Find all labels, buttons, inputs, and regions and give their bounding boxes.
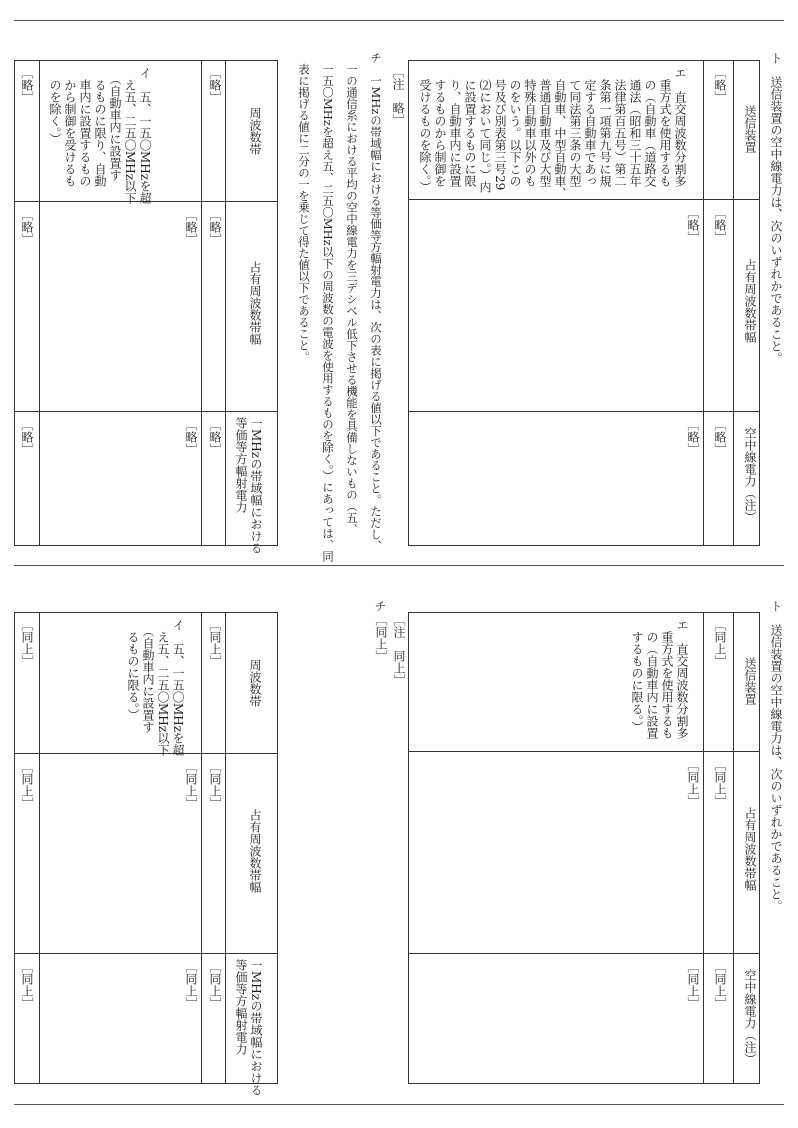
cell-ryaku-4: ［略］ xyxy=(686,207,700,243)
cell-dojo-13: ［同上］ xyxy=(20,961,34,1009)
rule-middle xyxy=(14,565,784,566)
cell-i-freq: イ 五、一五〇MHzを超 え五、二五〇MHz以下 （自動車内に設置す るものに限り、自動 車内に設置するもの から制御を受けるも のを除く。） xyxy=(48,67,152,205)
note-top: ［注 略］ xyxy=(391,66,405,126)
header-power-b: 空中線電力（注） xyxy=(743,969,757,1065)
cell-dojo-1: ［同上］ xyxy=(713,619,727,667)
item-to-bottom: ト 送信装置の空中線電力は、次のいずれかであること。 xyxy=(769,600,783,912)
cell-ryaku-9: ［略］ xyxy=(184,209,198,245)
table-device-top xyxy=(408,60,760,546)
cell-dojo-4: ［同上］ xyxy=(686,759,700,807)
cell-e-device: エ 直交周波数分割多 重方式を使用するも の（自動車（道路交 通法（昭和三十五年 法律第百五号）第二 条第一項第九号に規 定する自動車であっ て同法第三条の大型 自動車、中型自動車、 普通自動車及び大型 特殊自動車以外のも のをいう。以下この 号及び別表第三号29 ⑵において同じ。）内 に設置するものに限 り、自動車内に設置 するものから制御を 受けるものを除く。） xyxy=(418,67,687,199)
rule-bottom xyxy=(14,1104,784,1105)
header-power: 空中線電力（注） xyxy=(743,427,757,523)
cell-ryaku-13: ［略］ xyxy=(20,419,34,455)
header-bandwidth-b: 占有周波数帯幅 xyxy=(743,807,757,891)
header-bandwidth: 占有周波数帯幅 xyxy=(743,259,757,343)
header-freq: 周波数帯 xyxy=(248,107,262,155)
cell-dojo-10: ［同上］ xyxy=(184,961,198,1009)
header-device: 送信装置 xyxy=(743,105,757,153)
item-chi-top: チ 一MHzの帯域幅における等価等方輻射電力は、次の表に掲げる値以下であること。ただし、 一の通信系における平均の空中線電力を三デシベル低下させる機能を具備しないもの（五、 一五〇MHzを超え五、二五〇MHz以下の周波数の電波を使用するものを除く。）にあっては、同 表に掲げる値に二分の一を乗じて得た値以下であること。 xyxy=(297,52,383,562)
table-device-bottom xyxy=(408,612,760,1084)
table-freq-top xyxy=(14,60,278,555)
cell-dojo-11: ［同上］ xyxy=(20,619,34,667)
cell-dojo-3: ［同上］ xyxy=(713,961,727,1009)
cell-ryaku-7: ［略］ xyxy=(208,209,222,245)
header-bandwidth-2: 占有周波数帯幅 xyxy=(248,261,262,345)
table-freq-bottom xyxy=(14,612,278,1097)
header-eirp: 一MHzの帯域幅における 等価等方輻射電力 xyxy=(234,417,263,555)
header-freq-b: 周波数帯 xyxy=(248,659,262,707)
cell-i-freq-b: イ 五、一五〇MHzを超 え五、二五〇MHz以下 （自動車内に設置す るものに限る。） xyxy=(126,619,185,757)
cell-dojo-2: ［同上］ xyxy=(713,759,727,807)
item-to-top: ト 送信装置の空中線電力は、次のいずれかであること。 xyxy=(769,52,783,364)
cell-ryaku-3: ［略］ xyxy=(713,419,727,455)
cell-dojo-5: ［同上］ xyxy=(686,961,700,1009)
cell-ryaku-2: ［略］ xyxy=(713,207,727,243)
header-device-b: 送信装置 xyxy=(743,657,757,705)
cell-ryaku-6: ［略］ xyxy=(208,67,222,103)
header-eirp-b: 一MHzの帯域幅における 等価等方輻射電力 xyxy=(234,959,263,1097)
cell-dojo-12: ［同上］ xyxy=(20,761,34,809)
cell-dojo-6: ［同上］ xyxy=(208,619,222,667)
cell-ryaku-10: ［略］ xyxy=(184,419,198,455)
cell-ryaku-12: ［略］ xyxy=(20,209,34,245)
cell-ryaku-8: ［略］ xyxy=(208,419,222,455)
cell-ryaku-11: ［略］ xyxy=(20,67,34,103)
cell-ryaku-5: ［略］ xyxy=(686,419,700,455)
cell-ryaku-1: ［略］ xyxy=(713,67,727,103)
cell-dojo-8: ［同上］ xyxy=(208,961,222,1009)
note-bottom: ［注 同上］ ［同上］ xyxy=(374,614,406,686)
rule-top xyxy=(14,20,784,21)
item-chi-bottom: チ xyxy=(373,600,387,612)
header-bandwidth-2b: 占有周波数帯幅 xyxy=(248,809,262,893)
cell-dojo-7: ［同上］ xyxy=(208,761,222,809)
cell-e-device-b: エ 直交周波数分割多 重方式を使用するも の（自動車内に設置 するものに限る。） xyxy=(630,619,689,739)
cell-dojo-9: ［同上］ xyxy=(184,761,198,809)
